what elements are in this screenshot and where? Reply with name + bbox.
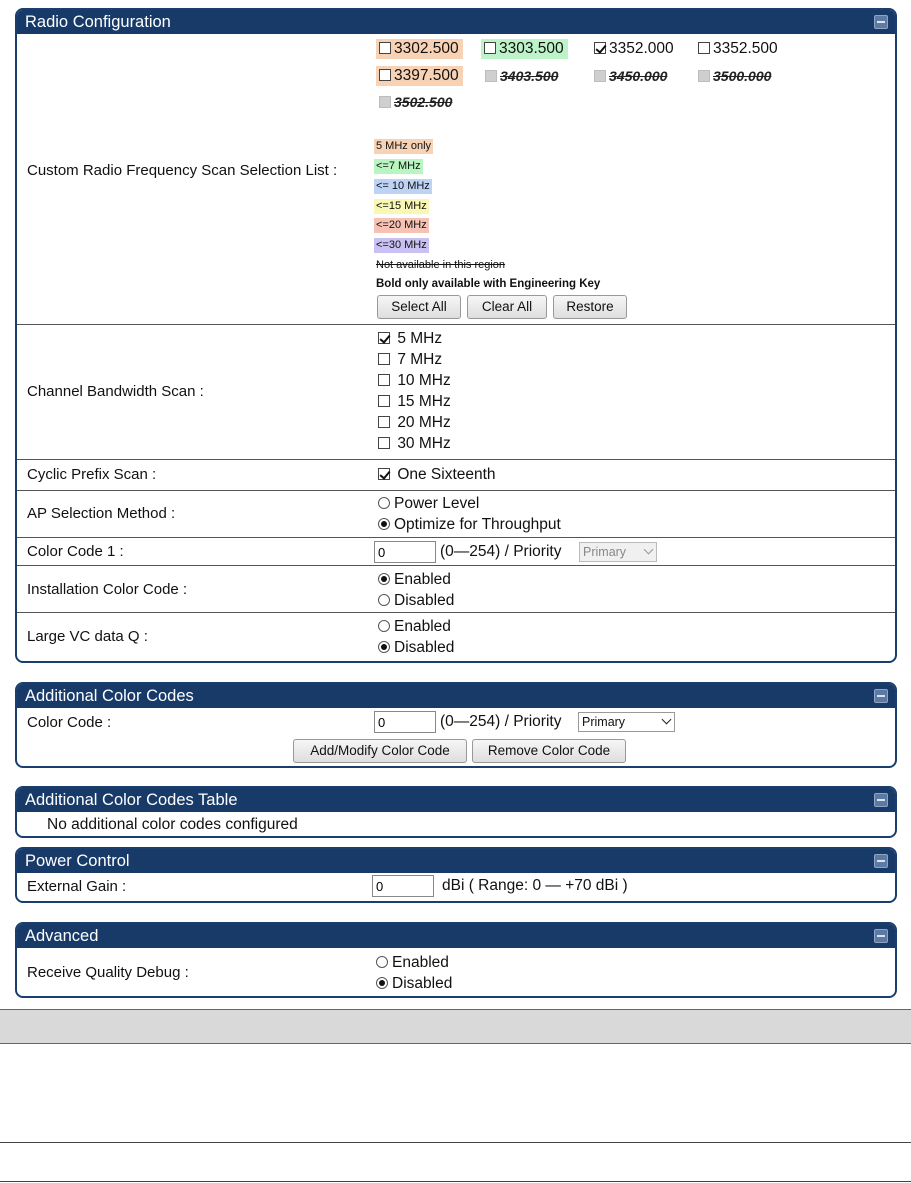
freq-checkbox — [379, 96, 391, 108]
freq-option-3352-000[interactable]: 3352.000 — [591, 39, 678, 59]
color-code-1-row — [17, 538, 895, 566]
bandwidth-checkbox[interactable] — [378, 332, 390, 344]
bandwidth-15mhz[interactable]: 15 MHz — [378, 391, 451, 412]
collapse-icon[interactable] — [874, 929, 888, 943]
freq-option-3502-500: 3502.500 — [376, 92, 456, 112]
table-header-bar — [0, 1009, 911, 1044]
install-enabled[interactable]: Enabled — [378, 569, 451, 590]
freq-checkbox[interactable] — [379, 69, 391, 81]
legend-10mhz: <= 10 MHz — [376, 180, 430, 192]
legend-5mhz: 5 MHz only — [376, 140, 432, 152]
freq-option-3302-500[interactable]: 3302.500 — [376, 39, 463, 59]
bandwidth-checkbox[interactable] — [378, 437, 390, 449]
bandwidth-10mhz[interactable]: 10 MHz — [378, 370, 451, 391]
freq-option-3450-000: 3450.000 — [591, 66, 671, 86]
bandwidth-scan-options — [374, 325, 895, 460]
rqd-enabled[interactable]: Enabled — [376, 952, 449, 973]
radio-button[interactable] — [378, 620, 390, 632]
legend-15mhz: <=15 MHz — [376, 200, 427, 212]
bandwidth-checkbox[interactable] — [378, 395, 390, 407]
panel-title: Radio Configuration — [25, 13, 171, 31]
largevc-disabled[interactable]: Disabled — [378, 637, 454, 658]
radio-configuration-header — [17, 10, 895, 34]
advanced-panel — [15, 922, 897, 998]
ap-selection-row — [17, 491, 895, 538]
freq-checkbox — [698, 70, 710, 82]
freq-checkbox[interactable] — [484, 42, 496, 54]
chevron-down-icon — [644, 545, 654, 555]
large-vc-data-q-row — [17, 613, 895, 660]
panel-title: Additional Color Codes Table — [25, 791, 238, 809]
color-code-priority-select[interactable]: Primary — [578, 712, 675, 732]
color-code-1-range: (0—254) / Priority — [440, 543, 562, 560]
receive-quality-debug-label: Receive Quality Debug : — [27, 964, 189, 981]
frequency-scan-label: Custom Radio Frequency Scan Selection List : — [27, 162, 338, 179]
cyclic-prefix-row — [17, 460, 895, 491]
select-all-button[interactable]: Select All — [377, 295, 461, 319]
color-code-1-priority-select: Primary — [579, 542, 657, 562]
freq-checkbox — [485, 70, 497, 82]
cyclic-checkbox[interactable] — [378, 468, 390, 480]
installation-color-code-label: Installation Color Code : — [27, 581, 188, 598]
bandwidth-7mhz[interactable]: 7 MHz — [378, 349, 442, 370]
collapse-icon[interactable] — [874, 689, 888, 703]
legend-7mhz: <=7 MHz — [376, 160, 421, 172]
color-code-range: (0—254) / Priority — [440, 713, 562, 730]
freq-option-3403-500: 3403.500 — [482, 66, 562, 86]
power-control-header — [17, 849, 895, 873]
freq-checkbox — [594, 70, 606, 82]
chevron-down-icon — [662, 715, 672, 725]
frequency-scan-options — [374, 34, 895, 325]
legend-20mhz: <=20 MHz — [376, 219, 427, 231]
radio-button[interactable] — [378, 497, 390, 509]
freq-checkbox[interactable] — [698, 42, 710, 54]
ap-selection-label: AP Selection Method : — [27, 505, 176, 522]
radio-button[interactable] — [376, 956, 388, 968]
cyclic-one-sixteenth[interactable]: One Sixteenth — [378, 464, 496, 485]
color-code-input[interactable] — [374, 711, 436, 733]
freq-checkbox[interactable] — [379, 42, 391, 54]
additional-color-codes-panel — [15, 682, 897, 768]
collapse-icon[interactable] — [874, 854, 888, 868]
installation-color-code-row — [17, 566, 895, 613]
largevc-enabled[interactable]: Enabled — [378, 616, 451, 637]
add-modify-color-code-button[interactable]: Add/Modify Color Code — [293, 739, 467, 763]
ap-power-level[interactable]: Power Level — [378, 493, 479, 514]
panel-title: Additional Color Codes — [25, 687, 194, 705]
additional-color-codes-table-header — [17, 788, 895, 812]
radio-button[interactable] — [378, 573, 390, 585]
rqd-disabled[interactable]: Disabled — [376, 973, 452, 994]
bandwidth-scan-row — [17, 325, 895, 460]
additional-color-codes-header — [17, 684, 895, 708]
radio-button[interactable] — [378, 594, 390, 606]
radio-button[interactable] — [378, 641, 390, 653]
bandwidth-20mhz[interactable]: 20 MHz — [378, 412, 451, 433]
bandwidth-checkbox[interactable] — [378, 416, 390, 428]
external-gain-input[interactable] — [372, 875, 434, 897]
large-vc-data-q-label: Large VC data Q : — [27, 628, 148, 645]
external-gain-range: dBi ( Range: 0 — +70 dBi ) — [442, 877, 628, 894]
no-codes-message: No additional color codes configured — [47, 816, 298, 833]
ap-optimize-throughput[interactable]: Optimize for Throughput — [378, 514, 561, 535]
radio-button[interactable] — [376, 977, 388, 989]
install-disabled[interactable]: Disabled — [378, 590, 454, 611]
table-divider — [0, 1181, 911, 1182]
power-control-panel — [15, 847, 897, 903]
legend-engineering-key: Bold only available with Engineering Key — [376, 278, 601, 290]
freq-checkbox[interactable] — [594, 42, 606, 54]
bandwidth-scan-label: Channel Bandwidth Scan : — [27, 383, 204, 400]
advanced-header — [17, 924, 895, 948]
table-divider — [0, 1142, 911, 1143]
bandwidth-checkbox[interactable] — [378, 353, 390, 365]
color-code-1-label: Color Code 1 : — [27, 543, 124, 560]
cyclic-prefix-label: Cyclic Prefix Scan : — [27, 466, 157, 483]
color-code-label: Color Code : — [27, 714, 112, 731]
freq-option-3303-500[interactable]: 3303.500 — [481, 39, 568, 59]
legend-30mhz: <=30 MHz — [376, 239, 427, 251]
freq-option-3352-500[interactable]: 3352.500 — [695, 39, 782, 59]
radio-button[interactable] — [378, 518, 390, 530]
external-gain-label: External Gain : — [27, 878, 127, 895]
restore-button[interactable]: Restore — [553, 295, 627, 319]
bandwidth-checkbox[interactable] — [378, 374, 390, 386]
panel-title: Advanced — [25, 927, 99, 945]
bandwidth-30mhz[interactable]: 30 MHz — [378, 433, 451, 454]
clear-all-button[interactable]: Clear All — [467, 295, 547, 319]
additional-color-codes-table-panel — [15, 786, 897, 838]
color-code-1-input[interactable] — [374, 541, 436, 563]
bandwidth-5mhz[interactable]: 5 MHz — [378, 328, 442, 349]
legend-not-available: Not available in this region — [376, 259, 506, 271]
panel-title: Power Control — [25, 852, 130, 870]
collapse-icon[interactable] — [874, 15, 888, 29]
radio-configuration-panel — [15, 8, 897, 663]
frequency-scan-row — [17, 34, 895, 325]
remove-color-code-button[interactable]: Remove Color Code — [472, 739, 626, 763]
freq-option-3500-000: 3500.000 — [695, 66, 775, 86]
freq-option-3397-500[interactable]: 3397.500 — [376, 66, 463, 86]
collapse-icon[interactable] — [874, 793, 888, 807]
